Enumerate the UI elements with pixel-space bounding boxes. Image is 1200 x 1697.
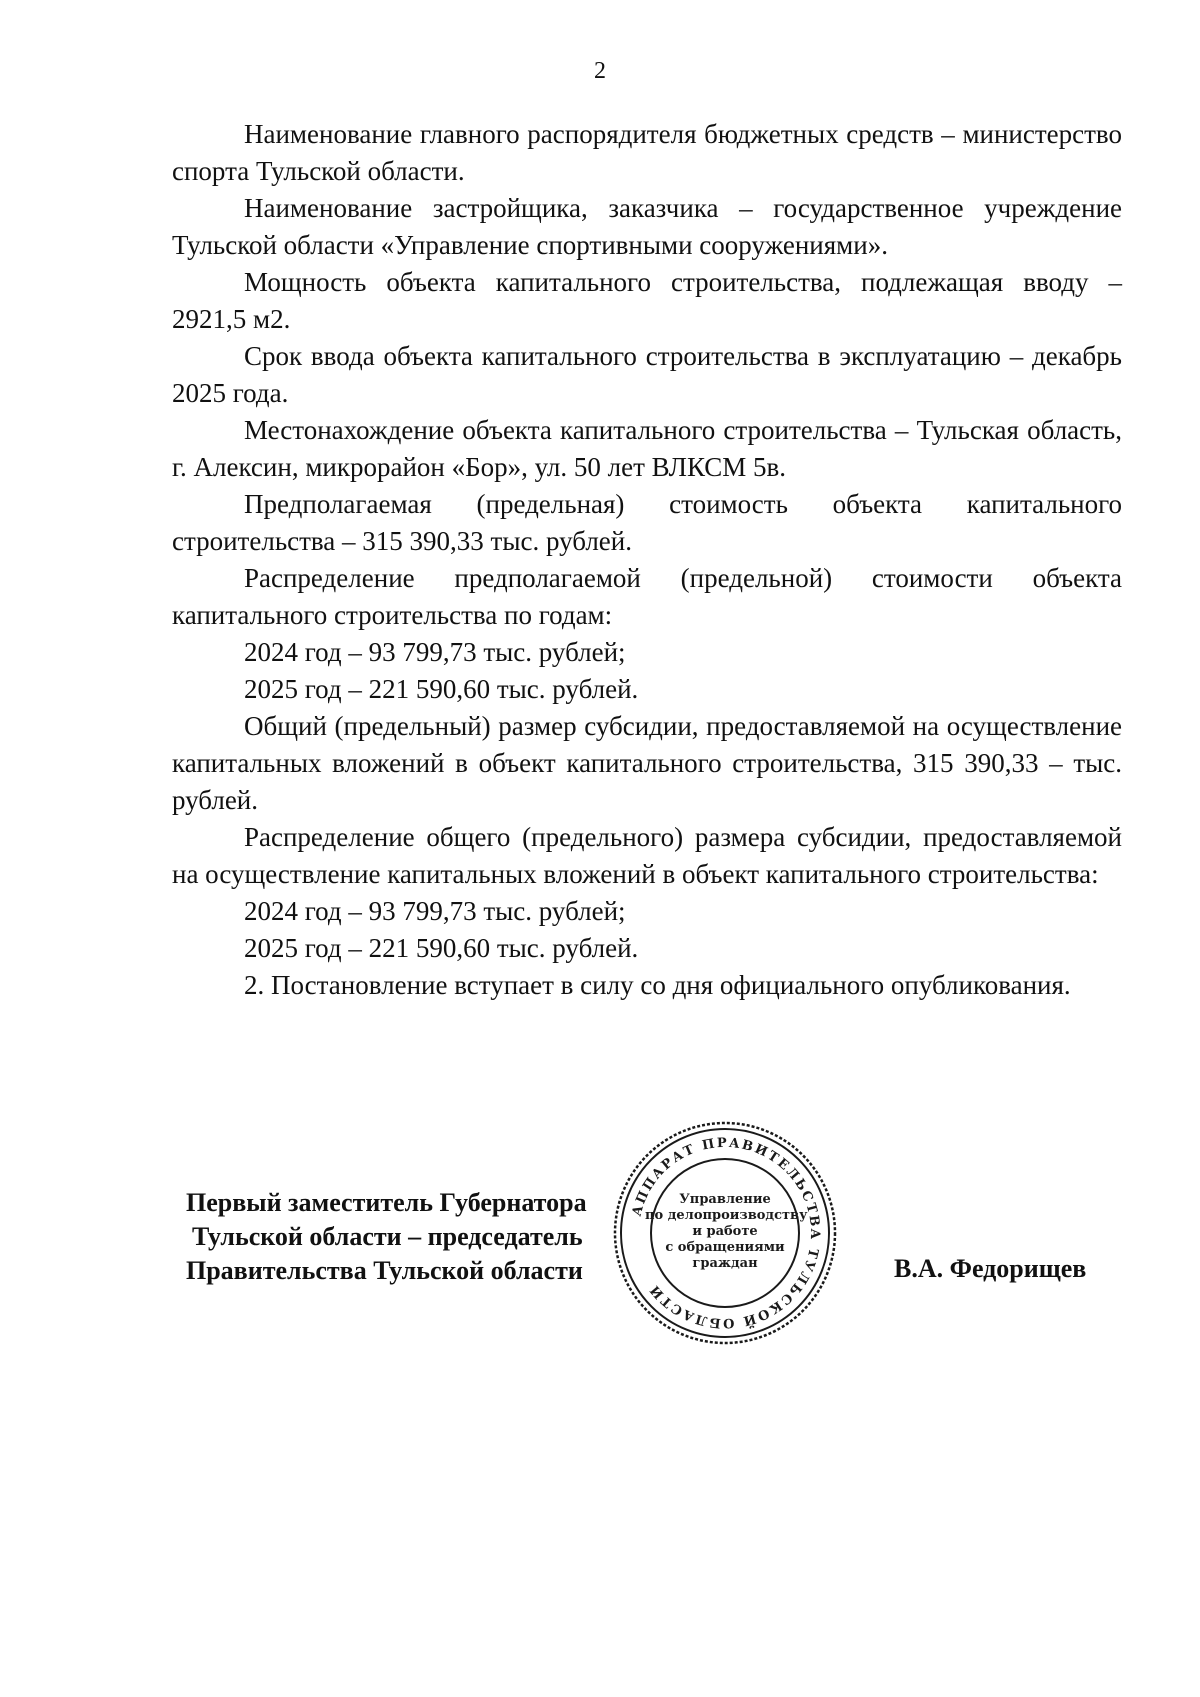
seal-center-line: и работе [692, 1224, 758, 1239]
seal-center-line: граждан [692, 1256, 758, 1271]
signer-name: В.А. Федорищев [894, 1254, 1087, 1283]
document-body [172, 116, 1122, 1004]
signature-block [186, 1186, 587, 1288]
body-paragraph: 2025 год – 221 590,60 тыс. рублей. [244, 933, 639, 963]
seal-center-line: по делопроизводству [645, 1208, 808, 1223]
body-paragraph: Мощность объекта капитального строительства, подлежащая вводу – 2921,5 м2. [172, 267, 1122, 334]
body-paragraph: Распределение общего (предельного) размера субсидии, предоставляемой на осуществление капитальных вложений в объект капитального строительства: [172, 822, 1122, 889]
body-paragraph: Общий (предельный) размер субсидии, предоставляемой на осуществление капитальных вложений в объект капитального строительства, 315 390,33 – тыс. рублей. [172, 711, 1122, 815]
page-number: 2 [594, 58, 606, 84]
body-paragraph: 2. Постановление вступает в силу со дня официального опубликования. [244, 970, 1071, 1000]
body-paragraph: Наименование застройщика, заказчика – государственное учреждение Тульской области «Управление спортивными сооружениями». [172, 193, 1122, 260]
seal-center-text [645, 1192, 808, 1272]
body-paragraph: Предполагаемая (предельная) стоимость объекта капитального строительства – 315 390,33 тыс. рублей. [172, 489, 1122, 556]
body-paragraph: Местонахождение объекта капитального строительства – Тульская область, г. Алексин, микрорайон «Бор», ул. 50 лет ВЛКСМ 5в. [172, 415, 1122, 482]
official-seal [610, 1118, 840, 1348]
body-paragraph: Наименование главного распорядителя бюджетных средств – министерство спорта Тульской области. [172, 119, 1122, 186]
body-paragraph: 2024 год – 93 799,73 тыс. рублей; [244, 896, 626, 926]
body-paragraph: 2024 год – 93 799,73 тыс. рублей; [244, 637, 626, 667]
seal-ring-text: АППАРАТ ПРАВИТЕЛЬСТВА ТУЛЬСКОЙ ОБЛАСТИ [629, 1135, 823, 1331]
body-paragraph: Срок ввода объекта капитального строительства в эксплуатацию – декабрь 2025 года. [172, 341, 1122, 408]
seal-center-line: Управление [679, 1192, 771, 1207]
signer-title-line-2: Тульской области – председатель [192, 1222, 583, 1251]
signer-title-line-1: Первый заместитель Губернатора [186, 1188, 587, 1217]
body-paragraph: Распределение предполагаемой (предельной) стоимости объекта капитального строительства по годам: [172, 563, 1122, 630]
body-paragraph: 2025 год – 221 590,60 тыс. рублей. [244, 674, 639, 704]
seal-center-line: с обращениями [665, 1240, 785, 1255]
signer-title-line-3: Правительства Тульской области [186, 1256, 583, 1285]
